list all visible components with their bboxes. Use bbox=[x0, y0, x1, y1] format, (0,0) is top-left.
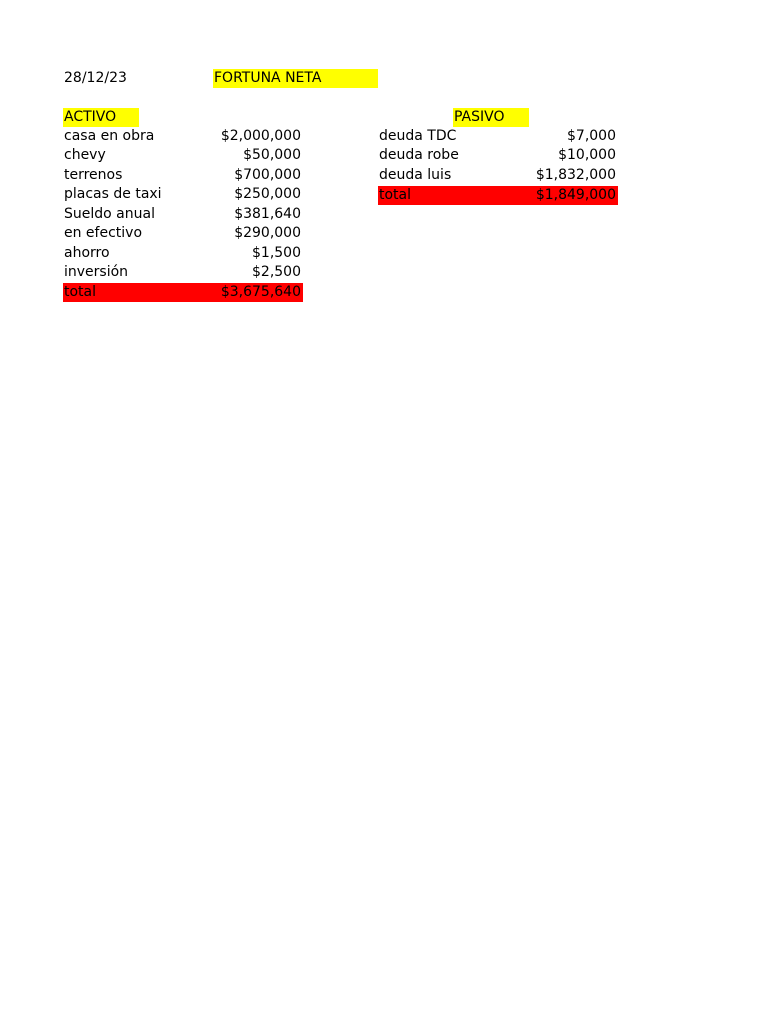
pasivo-label-tdc: deuda TDC bbox=[379, 128, 457, 144]
activo-value-efectivo: $290,000 bbox=[234, 225, 301, 241]
activo-label-ahorro: ahorro bbox=[64, 245, 110, 261]
date-cell: 28/12/23 bbox=[64, 70, 127, 86]
pasivo-value-luis: $1,832,000 bbox=[535, 167, 616, 183]
activo-value-sueldo: $381,640 bbox=[234, 206, 301, 222]
activo-label-terrenos: terrenos bbox=[64, 167, 123, 183]
activo-label-chevy: chevy bbox=[64, 147, 106, 163]
activo-label-inversion: inversión bbox=[64, 264, 129, 280]
activo-heading: ACTIVO bbox=[63, 108, 139, 127]
pasivo-value-robe: $10,000 bbox=[558, 147, 616, 163]
pasivo-value-tdc: $7,000 bbox=[567, 128, 616, 144]
activo-value-ahorro: $1,500 bbox=[252, 245, 301, 261]
pasivo-total-value: $1,849,000 bbox=[535, 187, 616, 203]
activo-label-efectivo: en efectivo bbox=[64, 225, 143, 241]
activo-value-chevy: $50,000 bbox=[243, 147, 301, 163]
activo-value-inversion: $2,500 bbox=[252, 264, 301, 280]
page-title: FORTUNA NETA bbox=[213, 69, 378, 88]
activo-total-row bbox=[63, 283, 303, 302]
pasivo-label-robe: deuda robe bbox=[379, 147, 459, 163]
activo-value-terrenos: $700,000 bbox=[234, 167, 301, 183]
activo-label-casa: casa en obra bbox=[64, 128, 155, 144]
activo-label-placas: placas de taxi bbox=[64, 186, 162, 202]
pasivo-heading: PASIVO bbox=[453, 108, 529, 127]
activo-total-label: total bbox=[64, 284, 97, 300]
pasivo-total-row bbox=[378, 186, 618, 205]
activo-value-casa: $2,000,000 bbox=[220, 128, 301, 144]
activo-value-placas: $250,000 bbox=[234, 186, 301, 202]
activo-total-value: $3,675,640 bbox=[220, 284, 301, 300]
pasivo-label-luis: deuda luis bbox=[379, 167, 452, 183]
pasivo-total-label: total bbox=[379, 187, 412, 203]
activo-label-sueldo: Sueldo anual bbox=[64, 206, 155, 222]
